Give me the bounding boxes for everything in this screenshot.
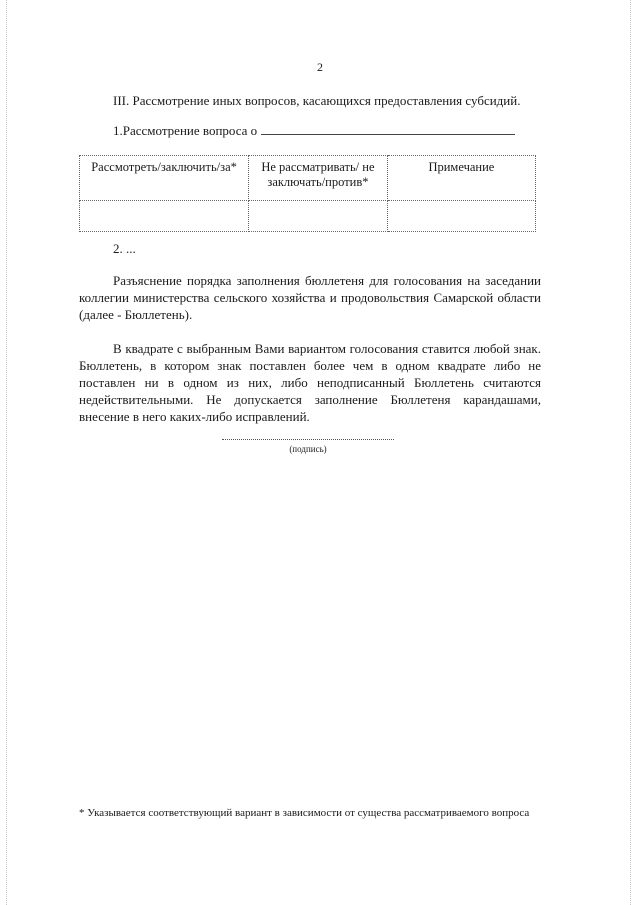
question-line <box>113 123 515 139</box>
signature-line <box>222 439 394 440</box>
item-two: 2. ... <box>113 241 136 256</box>
header-approve: Рассмотреть/заключить/за* <box>80 156 249 201</box>
header-note: Примечание <box>387 156 535 201</box>
question-blank-field <box>261 124 515 135</box>
question-label: 1.Рассмотрение вопроса о <box>113 123 258 138</box>
vote-cell-reject[interactable] <box>249 201 388 232</box>
signature-caption: (подпись) <box>289 444 327 454</box>
scan-edge-right <box>630 0 631 905</box>
scan-edge-left <box>6 0 7 905</box>
vote-table-header-row <box>80 156 536 201</box>
vote-cell-note[interactable] <box>387 201 535 232</box>
table-row <box>80 201 536 232</box>
header-reject: Не рассматривать/ не заключать/против* <box>249 156 388 201</box>
vote-table <box>79 155 536 232</box>
explanation-paragraph-1: Разъяснение порядка заполнения бюллетеня для голосования на заседании коллегии министерства сельского хозяйства и продовольствия Самарской области (далее - Бюллетень). <box>79 273 541 322</box>
footnote: * Указывается соответствующий вариант в зависимости от существа рассматриваемого вопроса <box>79 807 530 819</box>
vote-cell-approve[interactable] <box>80 201 249 232</box>
explanation-paragraph-2: В квадрате с выбранным Вами вариантом голосования ставится любой знак. Бюллетень, в котором знак поставлен более чем в одном квадрате либо не поставлен ни в одном из них, либо неподписанный Бюллетень считаются недействительными. Не допускается заполнение Бюллетеня карандашами, внесение в него каких-либо исправлений. <box>79 341 541 424</box>
section-heading: III. Рассмотрение иных вопросов, касающихся предоставления субсидий. <box>113 93 521 108</box>
page-number: 2 <box>317 60 323 74</box>
